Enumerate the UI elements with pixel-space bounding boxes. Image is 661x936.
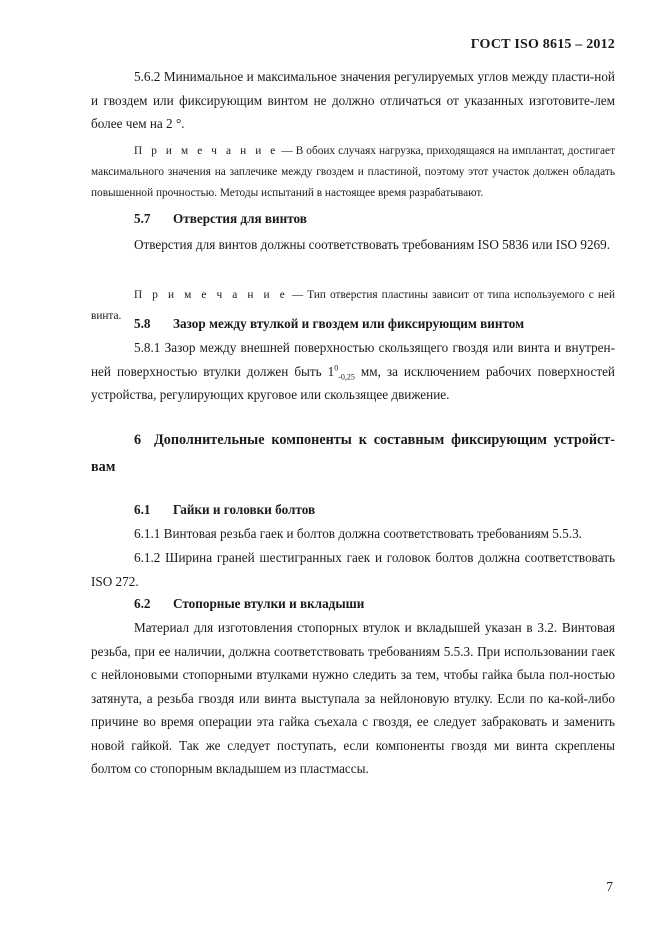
section-number: 6.1 <box>134 502 151 517</box>
paragraph-5-8-1 <box>91 336 615 407</box>
section-title: Стопорные втулки и вкладыши <box>173 596 365 611</box>
paragraph-5-7: Отверстия для винтов должны соответствовать требованиям ISO 5836 или ISO 9269. <box>134 237 611 252</box>
note-label: П р и м е ч а н и е <box>134 289 288 301</box>
section-title: Зазор между втулкой и гвоздем или фиксирующим винтом <box>173 316 525 331</box>
document-header: ГОСТ ISO 8615 – 2012 <box>470 37 615 52</box>
section-heading-6 <box>91 427 615 481</box>
paragraph-6-1-2: 6.1.2 Ширина граней шестигранных гаек и головок болтов должна соответствовать ISO 272. <box>91 550 615 589</box>
note-text: — Тип отверстия пластины зависит от типа используемого с ней винта. <box>91 289 615 322</box>
text-before: 5.8.1 Зазор между внешней поверхностью скользящего гвоздя или винта и внутрен-ней поверхностью втулки должен быть 1 <box>91 340 615 379</box>
paragraph-5-6-2: 5.6.2 Минимальное и максимальное значения регулируемых углов между пласти-ной и гвоздем или фиксирующим винтом не должно отличаться от указанных изготовите-лем более чем на 2 °. <box>91 69 615 131</box>
text-after: мм, за исключением рабочих поверхностей устройства, регулирующих круговое или скользящее движение. <box>91 363 615 402</box>
section-title: Дополнительные компоненты к составным фиксирующим устройст-вам <box>91 432 615 475</box>
section-heading-6-2 <box>134 596 364 612</box>
section-heading-5-8 <box>134 316 524 332</box>
section-number: 6 <box>134 432 142 448</box>
note-text: — В обоих случаях нагрузка, приходящаяся на имплантат, достигает максимального значения на заплечике между гвоздем и пластиной, поэтому этот участок должен обладать повышенной прочностью. Методы испытаний в настоящее время разрабатывают. <box>91 145 615 199</box>
page-number: 7 <box>606 879 613 894</box>
section-title: Отверстия для винтов <box>173 211 307 226</box>
paragraph-6-2: Материал для изготовления стопорных втулок и вкладышей указан в 3.2. Винтовая резьба, при ее наличии, должна соответствовать требованиям 5.5.3. При использовании гаек с нейлоновыми стопорными втулками нужно следить за тем, чтобы гайка была пол-ностью затянута, а резьба гвоздя или винта выступала за нейлоновую втулку. Если по ка-кой-либо причине во время операции эта гайка съехала с гвоздя, ее следует забраковать и заменить новой гайкой. Так же следует поступать, если компоненты гвоздя ми винта скреплены болтом со стопорным вкладышем из пластмассы. <box>91 620 615 776</box>
section-number: 6.2 <box>134 596 151 611</box>
section-number: 5.7 <box>134 211 151 226</box>
tolerance-lower: -0,25 <box>338 372 355 382</box>
section-number: 5.8 <box>134 316 151 331</box>
note-1 <box>91 141 615 204</box>
section-title: Гайки и головки болтов <box>173 502 316 517</box>
section-heading-5-7 <box>134 211 307 227</box>
tolerance-upper: 0 <box>334 363 339 373</box>
paragraph-6-1-1: 6.1.1 Винтовая резьба гаек и болтов должна соответствовать требованиям 5.5.3. <box>134 526 582 541</box>
section-heading-6-1 <box>134 502 315 518</box>
note-label: П р и м е ч а н и е <box>134 145 279 157</box>
